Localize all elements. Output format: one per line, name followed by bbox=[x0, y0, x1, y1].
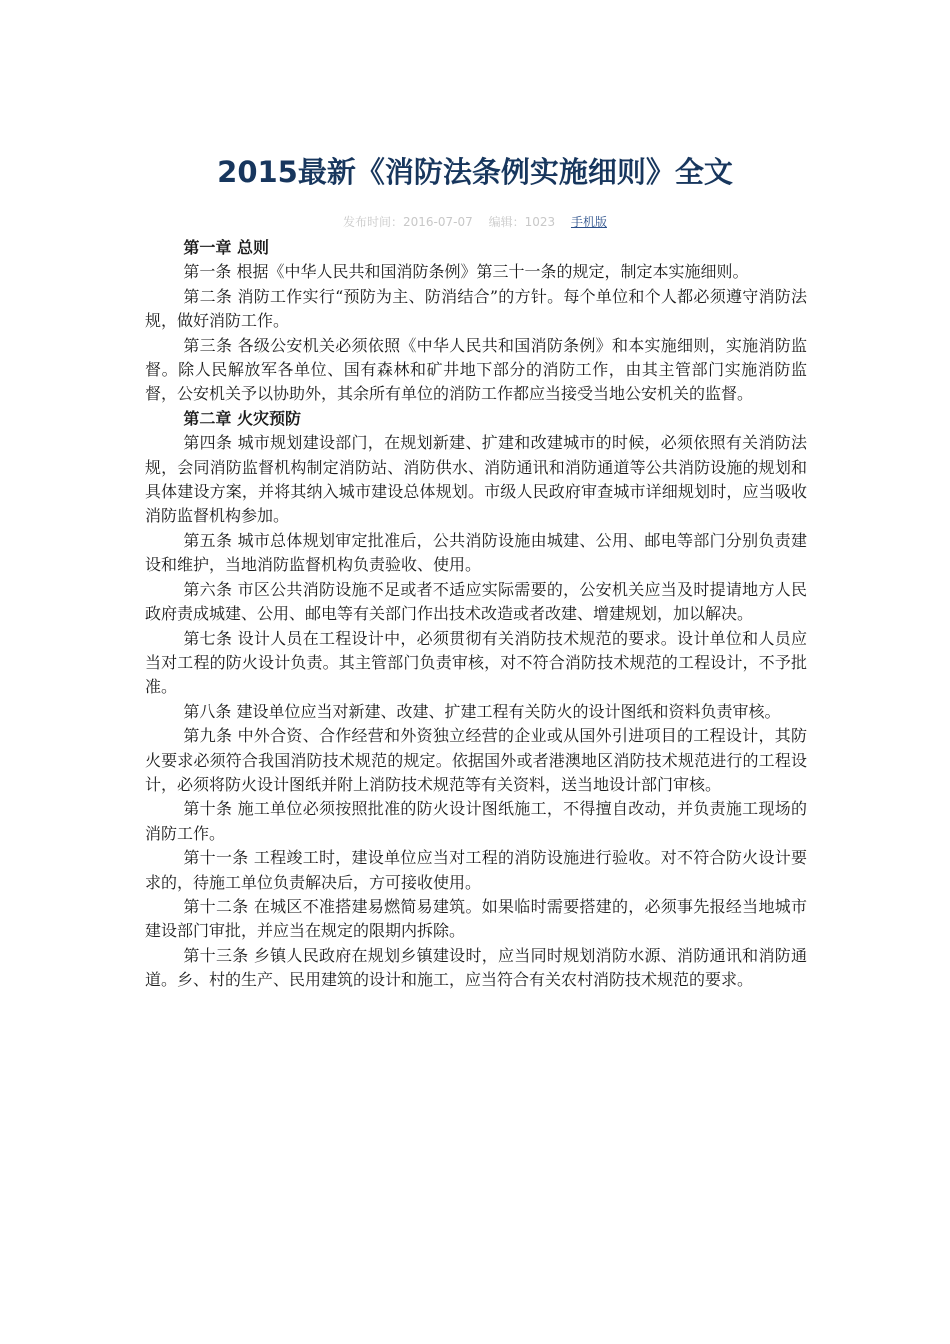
editor-label: 编辑：1023 bbox=[488, 215, 556, 229]
article-paragraph: 第十二条 在城区不准搭建易燃简易建筑。如果临时需要搭建的，必须事先报经当地城市建设部门审批，并应当在规定的限期内拆除。 bbox=[145, 896, 807, 941]
article-meta bbox=[0, 212, 950, 232]
chapter-heading: 第二章 火灾预防 bbox=[183, 408, 301, 428]
mobile-version-link[interactable]: 手机版 bbox=[570, 215, 607, 229]
article-paragraph: 第五条 城市总体规划审定批准后，公共消防设施由城建、公用、邮电等部门分别负责建设和维护，当地消防监督机构负责验收、使用。 bbox=[145, 530, 807, 575]
article-paragraph: 第三条 各级公安机关必须依照《中华人民共和国消防条例》和本实施细则，实施消防监督。除人民解放军各单位、国有森林和矿井地下部分的消防工作，由其主管部门实施消防监督，公安机关予以协助外，其余所有单位的消防工作都应当接受当地公安机关的监督。 bbox=[145, 335, 807, 404]
article-paragraph: 第二条 消防工作实行“预防为主、防消结合”的方针。每个单位和个人都必须遵守消防法规，做好消防工作。 bbox=[145, 286, 807, 331]
article-paragraph: 第十条 施工单位必须按照批准的防火设计图纸施工，不得擅自改动，并负责施工现场的消防工作。 bbox=[145, 799, 807, 843]
article-paragraph: 第四条 城市规划建设部门，在规划新建、扩建和改建城市的时候，必须依照有关消防法规，会同消防监督机构制定消防站、消防供水、消防通讯和消防通道等公共消防设施的规划和具体建设方案，并将其纳入城市建设总体规划。市级人民政府审查城市详细规划时，应当吸收消防监督机构参加。 bbox=[145, 433, 807, 526]
article-body bbox=[145, 236, 807, 993]
article-paragraph: 第七条 设计人员在工程设计中，必须贯彻有关消防技术规范的要求。设计单位和人员应当对工程的防火设计负责。其主管部门负责审核，对不符合消防技术规范的工程设计，不予批准。 bbox=[145, 628, 807, 697]
article-paragraph: 第一条 根据《中华人民共和国消防条例》第三十一条的规定，制定本实施细则。 bbox=[183, 262, 749, 282]
publish-time: 发布时间：2016-07-07 bbox=[343, 215, 473, 229]
page-title: 2015最新《消防法条例实施细则》全文 bbox=[217, 155, 733, 189]
article-paragraph: 第十一条 工程竣工时，建设单位应当对工程的消防设施进行验收。对不符合防火设计要求的，待施工单位负责解决后，方可接收使用。 bbox=[145, 848, 807, 892]
chapter-heading: 第一章 总则 bbox=[183, 238, 269, 257]
article-paragraph: 第八条 建设单位应当对新建、改建、扩建工程有关防火的设计图纸和资料负责审核。 bbox=[183, 701, 781, 721]
article-paragraph: 第九条 中外合资、合作经营和外资独立经营的企业或从国外引进项目的工程设计，其防火要求必须符合我国消防技术规范的规定。依据国外或者港澳地区消防技术规范进行的工程设计，必须将防火设计图纸并附上消防技术规范等有关资料，送当地设计部门审核。 bbox=[145, 726, 807, 794]
article-paragraph: 第十三条 乡镇人民政府在规划乡镇建设时，应当同时规划消防水源、消防通讯和消防通道。乡、村的生产、民用建筑的设计和施工，应当符合有关农村消防技术规范的要求。 bbox=[145, 945, 807, 990]
article-paragraph: 第六条 市区公共消防设施不足或者不适应实际需要的，公安机关应当及时提请地方人民政府责成城建、公用、邮电等有关部门作出技术改造或者改建、增建规划，加以解决。 bbox=[145, 579, 807, 624]
